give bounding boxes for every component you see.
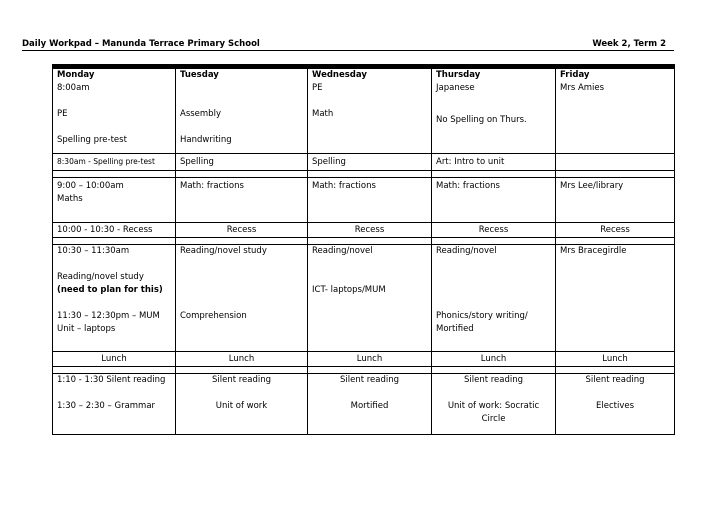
tuesday-recess-cell: Recess [176,223,308,238]
monday-lunch-cell: Lunch [53,352,176,367]
wednesday-math-cell: Math: fractions [308,178,432,223]
thursday-art-cell: Art: Intro to unit [432,154,556,171]
lunch-row [53,352,675,367]
spacer-row [53,238,675,245]
friday-lunch-cell: Lunch [556,352,675,367]
recess-row [53,223,675,238]
friday-electives: Electives [595,401,635,411]
thursday-morning-cell [432,69,556,154]
day-header-friday: Friday [560,70,590,80]
spelling-row [53,154,675,171]
monday-grammar: 1:30 – 2:30 – Grammar [57,401,156,411]
thursday-unit-socratic: Unit of work: Socratic [447,401,540,411]
week-term-label: Week 2, Term 2 [592,39,666,49]
wednesday-pe: PE [312,83,323,93]
spacer-row [53,171,675,178]
monday-plan-note: (need to plan for this) [57,285,163,295]
day-header-thursday: Thursday [436,70,481,80]
day-header-monday: Monday [57,70,95,80]
friday-midday-cell [556,245,675,352]
math-row [53,178,675,223]
day-header-tuesday: Tuesday [180,70,219,80]
monday-time: 8:00am [57,83,90,93]
wednesday-silent-reading: Silent reading [339,375,400,385]
morning-row [53,69,675,154]
thursday-recess-cell: Recess [432,223,556,238]
friday-afternoon-cell [556,374,675,435]
monday-reading-novel: Reading/novel study [57,272,144,282]
tuesday-lunch-cell: Lunch [176,352,308,367]
tuesday-math-cell: Math: fractions [176,178,308,223]
tuesday-afternoon-cell [176,374,308,435]
monday-mum-time: 11:30 – 12:30pm – MUM [57,311,160,321]
monday-spelling-pretest: Spelling pre-test [57,135,127,145]
tuesday-unit-of-work: Unit of work [215,401,268,411]
afternoon-row [53,374,675,435]
friday-library-cell: Mrs Lee/library [556,178,675,223]
document-title: Daily Workpad – Manunda Terrace Primary School [22,39,260,49]
tuesday-midday-cell [176,245,308,352]
spacer-row [53,367,675,374]
monday-laptops: Unit – laptops [57,324,116,334]
wednesday-midday-cell [308,245,432,352]
friday-silent-reading: Silent reading [585,375,645,385]
tuesday-comprehension: Comprehension [180,311,247,321]
thursday-reading: Reading/novel [436,246,497,256]
tuesday-reading: Reading/novel study [180,246,267,256]
wednesday-afternoon-cell [308,374,432,435]
wednesday-ict: ICT- laptops/MUM [312,285,386,295]
monday-morning-cell [53,69,176,154]
wednesday-math: Math [312,109,334,119]
thursday-phonics: Phonics/story writing/ [436,311,528,321]
wednesday-mortified: Mortified [350,401,389,411]
thursday-no-spelling: No Spelling on Thurs. [436,115,527,125]
monday-reading-time: 10:30 – 11:30am [57,246,130,256]
thursday-japanese: Japanese [436,83,475,93]
timetable [52,64,675,435]
thursday-afternoon-cell [432,374,556,435]
thursday-circle: Circle [481,414,506,424]
friday-morning-cell [556,69,675,154]
thursday-silent-reading: Silent reading [463,375,524,385]
monday-maths: Maths [57,194,83,204]
tuesday-silent-reading: Silent reading [211,375,272,385]
thursday-midday-cell [432,245,556,352]
wednesday-spelling-cell: Spelling [308,154,432,171]
monday-recess-cell: 10:00 - 10:30 - Recess [53,223,176,238]
friday-mrs-amies: Mrs Amies [560,83,605,93]
day-header-wednesday: Wednesday [312,70,367,80]
monday-math-cell [53,178,176,223]
document-header [22,36,674,51]
friday-bracegirdle: Mrs Bracegirdle [560,246,627,256]
wednesday-morning-cell [308,69,432,154]
thursday-mortified: Mortified [436,324,474,334]
monday-math-time: 9:00 – 10:00am [57,181,124,191]
monday-pe: PE [57,109,68,119]
monday-afternoon-cell [53,374,176,435]
tuesday-assembly: Assembly [180,109,221,119]
monday-silent-reading: 1:10 - 1:30 Silent reading [57,375,166,385]
thursday-math-cell: Math: fractions [432,178,556,223]
monday-midday-cell [53,245,176,352]
friday-recess-cell: Recess [556,223,675,238]
friday-spelling-cell [556,154,675,171]
midday-row [53,245,675,352]
thursday-lunch-cell: Lunch [432,352,556,367]
tuesday-handwriting: Handwriting [180,135,232,145]
tuesday-morning-cell [176,69,308,154]
tuesday-spelling-cell: Spelling [176,154,308,171]
wednesday-lunch-cell: Lunch [308,352,432,367]
monday-spelling-cell: 8:30am - Spelling pre-test [53,154,176,171]
wednesday-reading: Reading/novel [312,246,373,256]
wednesday-recess-cell: Recess [308,223,432,238]
